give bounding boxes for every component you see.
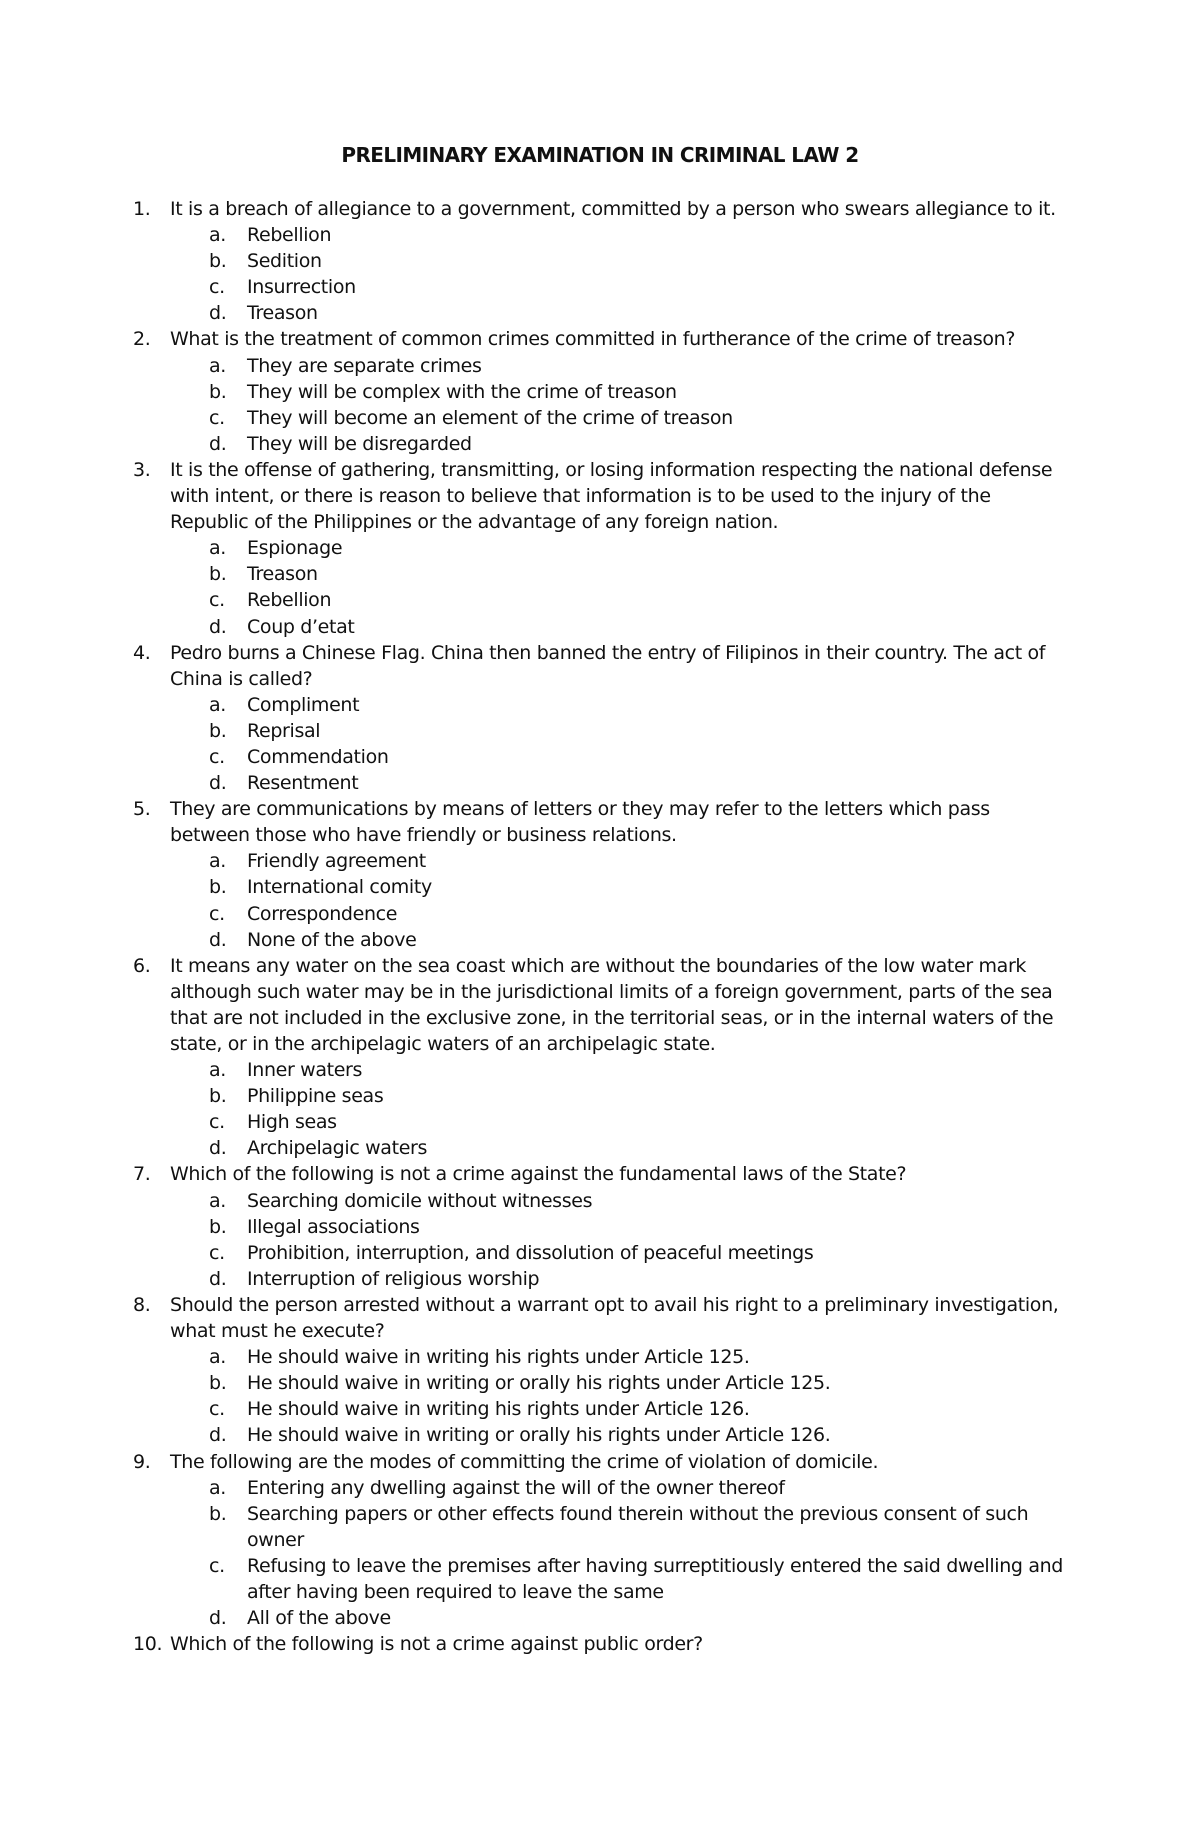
choice-letter: d. — [209, 1137, 227, 1160]
choice-text: Reprisal — [247, 719, 321, 742]
choice-item — [170, 1083, 1068, 1109]
choice-letter: d. — [209, 432, 227, 455]
choice-letter: b. — [209, 719, 227, 742]
choice-text: Rebellion — [247, 589, 332, 612]
choice-item — [170, 874, 1068, 900]
choice-item — [170, 1475, 1068, 1501]
choice-letter: a. — [209, 850, 226, 873]
choice-text: Resentment — [247, 772, 359, 795]
choice-item — [170, 927, 1068, 953]
question-item — [133, 1161, 1068, 1291]
question-item — [133, 196, 1068, 326]
choice-letter: c. — [209, 745, 225, 768]
choice-letter: b. — [209, 380, 227, 403]
choice-item — [170, 1370, 1068, 1396]
choice-item — [170, 300, 1068, 326]
choice-letter: b. — [209, 1215, 227, 1238]
question-number: 5. — [133, 798, 151, 821]
choice-item — [170, 535, 1068, 561]
question-text: Which of the following is not a crime against public order? — [170, 1633, 703, 1656]
question-text: It means any water on the sea coast which are without the boundaries of the low water mark although such water may be in the jurisdictional limits of a foreign government, parts of the sea that are not included in the exclusive zone, in the territorial seas, or in the internal waters of the state, or in the archipelagic waters of an archipelagic state. — [170, 954, 1054, 1055]
question-number: 8. — [133, 1293, 151, 1316]
choice-item — [170, 848, 1068, 874]
question-item — [133, 640, 1068, 797]
choice-item — [170, 1188, 1068, 1214]
choice-letter: c. — [209, 1241, 225, 1264]
choice-letter: a. — [209, 693, 226, 716]
choice-item — [170, 692, 1068, 718]
choice-list — [170, 1188, 1068, 1292]
choice-letter: a. — [209, 224, 226, 247]
choice-letter: a. — [209, 1346, 226, 1369]
question-text: The following are the modes of committing the crime of violation of domicile. — [170, 1450, 879, 1473]
choice-text: Treason — [247, 563, 318, 586]
choice-text: Refusing to leave the premises after having surreptitiously entered the said dwelling and after having been required to leave the same — [247, 1554, 1064, 1603]
choice-item — [170, 561, 1068, 587]
choice-text: Prohibition, interruption, and dissolution of peaceful meetings — [247, 1241, 814, 1264]
question-number: 7. — [133, 1163, 151, 1186]
choice-item — [170, 248, 1068, 274]
question-item — [133, 1449, 1068, 1632]
choice-text: He should waive in writing or orally his rights under Article 126. — [247, 1424, 831, 1447]
question-number: 9. — [133, 1450, 151, 1473]
choice-text: Searching domicile without witnesses — [247, 1189, 593, 1212]
question-item — [133, 457, 1068, 640]
choice-text: All of the above — [247, 1607, 391, 1630]
choice-item — [170, 431, 1068, 457]
choice-text: Interruption of religious worship — [247, 1267, 540, 1290]
choice-text: High seas — [247, 1111, 337, 1134]
choice-text: None of the above — [247, 928, 417, 951]
choice-letter: b. — [209, 876, 227, 899]
choice-letter: c. — [209, 589, 225, 612]
choice-letter: d. — [209, 1607, 227, 1630]
choice-text: International comity — [247, 876, 432, 899]
choice-text: Correspondence — [247, 902, 398, 925]
choice-item — [170, 1501, 1068, 1553]
question-number: 2. — [133, 328, 151, 351]
choice-item — [170, 379, 1068, 405]
choice-letter: d. — [209, 1424, 227, 1447]
choice-text: Rebellion — [247, 224, 332, 247]
choice-text: Illegal associations — [247, 1215, 420, 1238]
question-item — [133, 796, 1068, 953]
choice-text: Philippine seas — [247, 1085, 384, 1108]
choice-list — [170, 1344, 1068, 1448]
choice-text: Compliment — [247, 693, 360, 716]
question-text: Pedro burns a Chinese Flag. China then banned the entry of Filipinos in their country. The act of China is called? — [170, 641, 1046, 690]
question-list — [133, 196, 1068, 1657]
choice-text: He should waive in writing his rights under Article 125. — [247, 1346, 750, 1369]
choice-text: He should waive in writing or orally his rights under Article 125. — [247, 1372, 831, 1395]
question-number: 4. — [133, 641, 151, 664]
choice-text: They are separate crimes — [247, 354, 482, 377]
question-item — [133, 1292, 1068, 1449]
question-item — [133, 953, 1068, 1162]
choice-item — [170, 405, 1068, 431]
choice-item — [170, 1240, 1068, 1266]
choice-list — [170, 1475, 1068, 1632]
choice-item — [170, 614, 1068, 640]
choice-letter: b. — [209, 1085, 227, 1108]
choice-item — [170, 1266, 1068, 1292]
choice-item — [170, 1422, 1068, 1448]
choice-letter: a. — [209, 1476, 226, 1499]
choice-text: Inner waters — [247, 1059, 363, 1082]
question-item — [133, 326, 1068, 456]
choice-item — [170, 1344, 1068, 1370]
choice-item — [170, 1135, 1068, 1161]
choice-text: They will be complex with the crime of treason — [247, 380, 677, 403]
question-item — [133, 1631, 1068, 1657]
choice-letter: d. — [209, 302, 227, 325]
choice-text: Commendation — [247, 745, 389, 768]
choice-text: Treason — [247, 302, 318, 325]
choice-item — [170, 1605, 1068, 1631]
choice-letter: b. — [209, 1372, 227, 1395]
choice-item — [170, 353, 1068, 379]
page-title: PRELIMINARY EXAMINATION IN CRIMINAL LAW 2 — [341, 143, 859, 167]
question-number: 10. — [133, 1633, 163, 1656]
choice-letter: a. — [209, 1059, 226, 1082]
choice-text: Entering any dwelling against the will of the owner thereof — [247, 1476, 785, 1499]
choice-list — [170, 535, 1068, 639]
choice-list — [170, 848, 1068, 952]
question-text: Should the person arrested without a warrant opt to avail his right to a preliminary investigation, what must he execute? — [170, 1293, 1059, 1343]
choice-letter: c. — [209, 902, 225, 925]
choice-text: He should waive in writing his rights under Article 126. — [247, 1398, 750, 1421]
choice-item — [170, 770, 1068, 796]
choice-item — [170, 587, 1068, 613]
choice-text: Insurrection — [247, 276, 356, 299]
choice-letter: c. — [209, 1398, 225, 1421]
choice-item — [170, 1214, 1068, 1240]
question-number: 6. — [133, 954, 151, 977]
choice-letter: a. — [209, 354, 226, 377]
choice-item — [170, 1553, 1068, 1605]
choice-letter: b. — [209, 1502, 227, 1525]
choice-item — [170, 718, 1068, 744]
question-text: It is the offense of gathering, transmitting, or losing information respecting the national defense with intent, or there is reason to believe that information is to be used to the injury of the Republic of the Philippines or the advantage of any foreign nation. — [170, 458, 1053, 534]
choice-letter: c. — [209, 276, 225, 299]
choice-item — [170, 744, 1068, 770]
choice-item — [170, 1057, 1068, 1083]
choice-text: They will be disregarded — [247, 432, 472, 455]
choice-list — [170, 1057, 1068, 1161]
choice-letter: c. — [209, 406, 225, 429]
choice-text: They will become an element of the crime of treason — [247, 406, 733, 429]
choice-letter: d. — [209, 772, 227, 795]
choice-letter: a. — [209, 1189, 226, 1212]
question-text: Which of the following is not a crime against the fundamental laws of the State? — [170, 1163, 907, 1186]
choice-list — [170, 353, 1068, 457]
choice-text: Sedition — [247, 250, 322, 273]
question-number: 3. — [133, 458, 151, 481]
choice-item — [170, 901, 1068, 927]
choice-list — [170, 222, 1068, 326]
choice-text: Friendly agreement — [247, 850, 426, 873]
choice-item — [170, 274, 1068, 300]
choice-text: Archipelagic waters — [247, 1137, 428, 1160]
choice-item — [170, 1109, 1068, 1135]
question-text: They are communications by means of letters or they may refer to the letters which pass between those who have friendly or business relations. — [170, 798, 990, 847]
choice-item — [170, 222, 1068, 248]
choice-letter: b. — [209, 250, 227, 273]
question-text: It is a breach of allegiance to a government, committed by a person who swears allegiance to it. — [170, 198, 1056, 220]
choice-letter: c. — [209, 1111, 225, 1134]
choice-list — [170, 692, 1068, 796]
choice-text: Searching papers or other effects found therein without the previous consent of such owner — [247, 1502, 1029, 1551]
choice-letter: d. — [209, 1267, 227, 1290]
question-number: 1. — [133, 198, 151, 220]
choice-letter: d. — [209, 928, 227, 951]
choice-text: Espionage — [247, 537, 343, 560]
choice-text: Coup d’etat — [247, 615, 355, 638]
choice-letter: c. — [209, 1554, 225, 1577]
choice-letter: b. — [209, 563, 227, 586]
choice-letter: d. — [209, 615, 227, 638]
choice-item — [170, 1396, 1068, 1422]
question-text: What is the treatment of common crimes committed in furtherance of the crime of treason? — [170, 328, 1016, 351]
choice-letter: a. — [209, 537, 226, 560]
